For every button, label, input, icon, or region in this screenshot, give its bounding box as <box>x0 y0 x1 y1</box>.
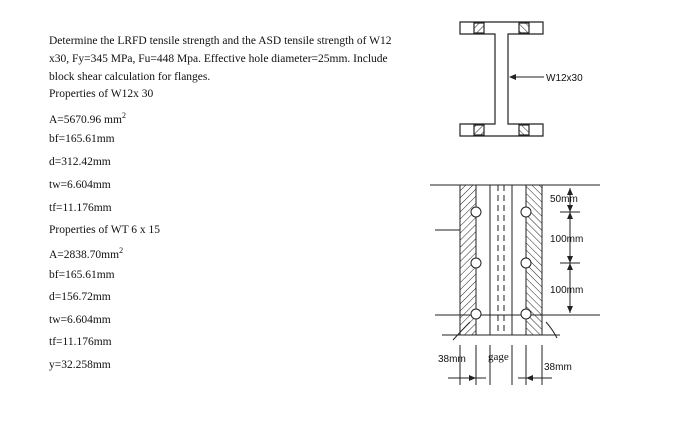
dim-38-left: 38mm <box>438 354 466 365</box>
wt-area-text: A=2838.70mm <box>49 248 120 261</box>
dim-100-lower: 100mm <box>550 285 584 296</box>
w-bf: bf=165.61mm <box>49 133 115 145</box>
w-d: d=312.42mm <box>49 156 111 168</box>
w-tw: tw=6.604mm <box>49 179 111 191</box>
wt-tw: tw=6.604mm <box>49 314 111 326</box>
wt-bf: bf=165.61mm <box>49 269 115 281</box>
dim-100-upper: 100mm <box>550 234 584 245</box>
wt-properties-title: Properties of WT 6 x 15 <box>49 224 161 236</box>
w-area-sup: 2 <box>121 111 126 120</box>
w-properties-title: Properties of W12x 30 <box>49 88 154 100</box>
dim-50: 50mm <box>550 194 578 205</box>
wt-tf: tf=11.176mm <box>49 336 112 348</box>
wt-area-sup: 2 <box>119 246 124 255</box>
i-section <box>460 22 543 136</box>
section-label: W12x30 <box>546 73 583 84</box>
gage-label: gage <box>488 351 509 363</box>
w-tf: tf=11.176mm <box>49 202 112 214</box>
problem-statement: Determine the LRFD tensile strength and the ASD tensile strength of W12 x30, Fy=345 MPa, Fu=448 Mpa. Effective hole diameter=25mm. Include block shear calculation for flanges. <box>49 35 392 83</box>
section-label-arrow <box>509 74 544 80</box>
wt-d: d=156.72mm <box>49 291 111 303</box>
dim-38-right: 38mm <box>544 362 572 373</box>
wt-y: y=32.258mm <box>49 359 111 371</box>
w-area-text: A=5670.96 mm <box>49 113 122 126</box>
